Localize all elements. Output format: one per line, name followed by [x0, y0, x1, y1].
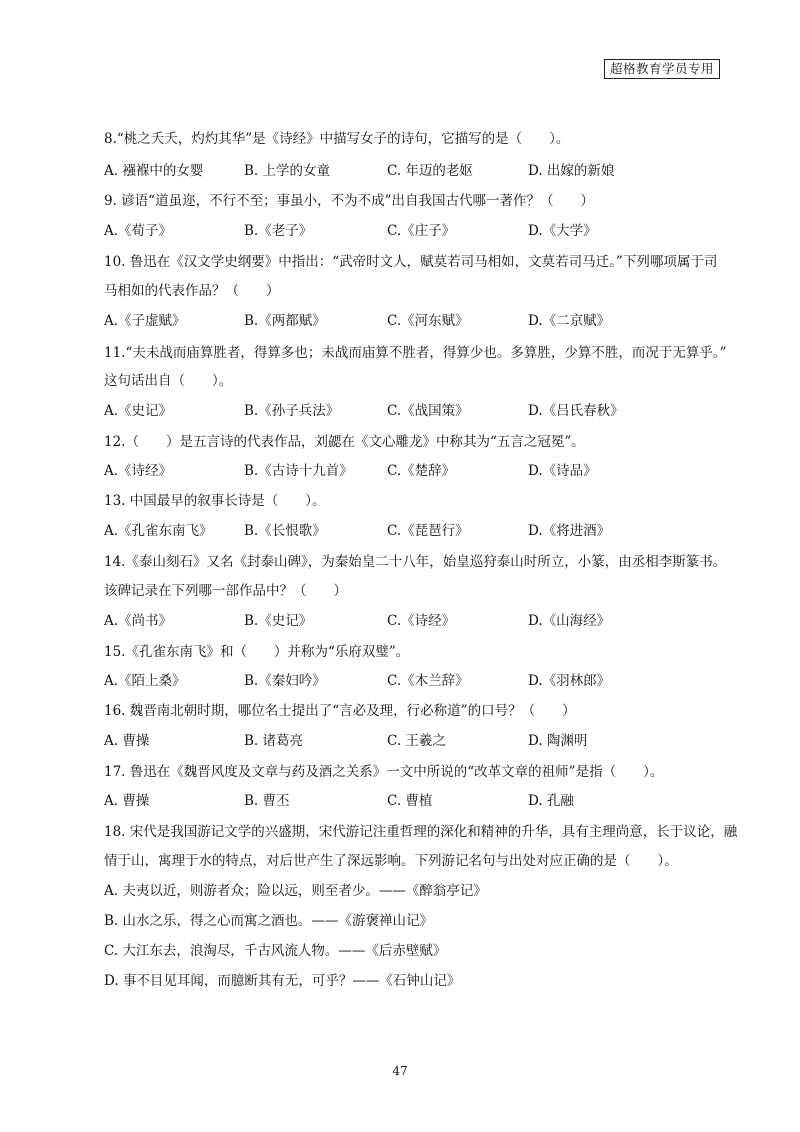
question-10-options	[104, 312, 724, 330]
option-a: A.《荀子》	[104, 223, 173, 239]
option-d: D.《二京赋》	[528, 313, 611, 329]
option-a: A. 曹操	[104, 793, 150, 809]
option-d: D.《将进酒》	[528, 523, 611, 539]
question-18-option-b: B. 山水之乐，得之心而寓之酒也。——《游褒禅山记》	[104, 913, 434, 929]
option-d: D.《大学》	[528, 223, 597, 239]
option-b: B.《两都赋》	[244, 313, 326, 329]
question-18-continued: 情于山，寓理于水的特点，对后世产生了深远影响。下列游记名句与出处对应正确的是（ ）。	[104, 853, 678, 869]
exclusive-use-badge: 超格教育学员专用	[604, 59, 720, 79]
option-b: B. 曹丕	[244, 793, 290, 809]
option-a: A.《陌上桑》	[104, 673, 186, 689]
option-b: B.《史记》	[244, 613, 313, 629]
option-d: D.《山海经》	[528, 613, 611, 629]
option-c: C. 王羲之	[387, 733, 446, 749]
option-a: A.《孔雀东南飞》	[104, 523, 213, 539]
question-15: 15.《孔雀东南飞》和（ ）并称为“乐府双璧”。	[104, 644, 410, 660]
option-b: B.《秦妇吟》	[244, 673, 326, 689]
option-a: A.《史记》	[104, 403, 173, 419]
question-16-options	[104, 732, 724, 750]
option-d: D. 出嫁的新娘	[528, 163, 615, 179]
option-a: A. 襁褓中的女婴	[104, 163, 204, 179]
question-10-continued: 马相如的代表作品？（ ）	[104, 283, 280, 299]
question-14-continued: 该碑记录在下列哪一部作品中？（ ）	[104, 583, 347, 599]
question-18-option-c: C. 大江东去，浪淘尽，千古风流人物。——《后赤壁赋》	[104, 943, 447, 959]
option-a: A.《诗经》	[104, 463, 173, 479]
option-a: A.《子虚赋》	[104, 313, 186, 329]
question-11-continued: 这句话出自（ ）。	[104, 373, 233, 389]
option-b: B.《孙子兵法》	[244, 403, 340, 419]
option-d: D. 孔融	[528, 793, 574, 809]
question-9-options	[104, 222, 724, 240]
option-b: B.《长恨歌》	[244, 523, 326, 539]
question-16: 16. 魏晋南北朝时期，哪位名士提出了“言必及理，行必称道”的口号？（ ）	[104, 703, 576, 719]
option-d: D.《羽林郎》	[528, 673, 611, 689]
option-b: B.《老子》	[244, 223, 313, 239]
option-c: C. 曹植	[387, 793, 433, 809]
question-12: 12.（ ）是五言诗的代表作品，刘勰在《文心雕龙》中称其为“五言之冠冕”。	[104, 434, 585, 450]
option-c: C.《河东赋》	[387, 313, 469, 329]
option-d: D.《吕氏春秋》	[528, 403, 624, 419]
question-13-options	[104, 522, 724, 540]
question-14-options	[104, 612, 724, 630]
question-11-options	[104, 402, 724, 420]
question-15-options	[104, 672, 724, 690]
option-c: C.《庄子》	[387, 223, 456, 239]
question-12-options	[104, 462, 724, 480]
option-d: D. 陶渊明	[528, 733, 588, 749]
option-c: C. 年迈的老妪	[387, 163, 473, 179]
option-a: A. 曹操	[104, 733, 150, 749]
question-18: 18. 宋代是我国游记文学的兴盛期，宋代游记注重哲理的深化和精神的升华，具有主理尚意，长于议论，融	[104, 824, 738, 840]
option-c: C.《战国策》	[387, 403, 469, 419]
option-b: B. 上学的女童	[244, 163, 331, 179]
question-17: 17. 鲁迅在《魏晋风度及文章与药及酒之关系》一文中所说的“改革文章的祖师”是指（ ）。	[104, 764, 664, 780]
question-17-options	[104, 792, 724, 810]
option-c: C.《木兰辞》	[387, 673, 469, 689]
question-10: 10. 鲁迅在《汉文学史纲要》中指出：“武帝时文人，赋莫若司马相如，文莫若司马迁。”下列哪项属于司	[104, 254, 718, 270]
option-b: B. 诸葛亮	[244, 733, 304, 749]
question-9: 9. 谚语“道虽迩，不行不至；事虽小，不为不成”出自我国古代哪一著作？（ ）	[104, 193, 594, 209]
option-d: D.《诗品》	[528, 463, 597, 479]
question-13: 13. 中国最早的叙事长诗是（ ）。	[104, 493, 326, 509]
question-8-options	[104, 162, 724, 180]
question-8: 8.“桃之夭夭，灼灼其华”是《诗经》中描写女子的诗句，它描写的是（ ）。	[104, 131, 570, 147]
page-number: 47	[392, 1064, 408, 1078]
option-c: C.《琵琶行》	[387, 523, 469, 539]
question-18-option-a: A. 夫夷以近，则游者众；险以远，则至者少。——《醉翁亭记》	[104, 883, 487, 899]
option-c: C.《楚辞》	[387, 463, 456, 479]
option-a: A.《尚书》	[104, 613, 173, 629]
option-c: C.《诗经》	[387, 613, 456, 629]
question-11: 11.“夫未战而庙算胜者，得算多也；未战而庙算不胜者，得算少也。多算胜，少算不胜，而况于无算乎。”	[104, 345, 727, 361]
option-b: B.《古诗十九首》	[244, 463, 353, 479]
question-14: 14.《泰山刻石》又名《封泰山碑》，为秦始皇二十八年，始皇巡狩泰山时所立，小篆，由丞相李斯篆书。	[104, 554, 727, 570]
question-18-option-d: D. 事不目见耳闻，而臆断其有无，可乎？——《石钟山记》	[104, 973, 461, 989]
